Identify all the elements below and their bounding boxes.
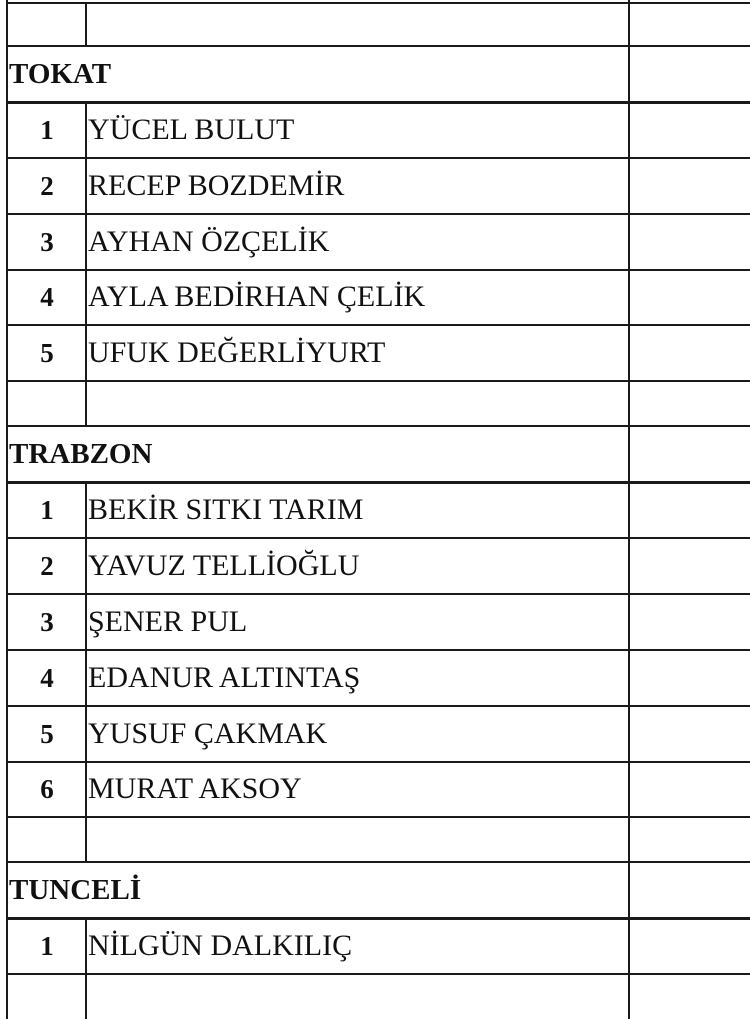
member-name: AYHAN ÖZÇELİK xyxy=(88,225,330,258)
member-number: 1 xyxy=(40,115,54,145)
member-name: RECEP BOZDEMİR xyxy=(88,169,345,202)
province-name: TRABZON xyxy=(9,438,153,470)
member-name: BEKİR SITKI TARIM xyxy=(88,493,364,526)
row-divider xyxy=(6,2,750,4)
member-number: 2 xyxy=(40,551,54,581)
province-name: TOKAT xyxy=(9,58,112,90)
member-name: YAVUZ TELLİOĞLU xyxy=(88,549,360,582)
member-name: UFUK DEĞERLİYURT xyxy=(88,336,386,369)
province-row-trabzon xyxy=(0,426,750,482)
province-row-tunceli xyxy=(0,862,750,918)
table-row xyxy=(0,707,750,761)
member-number: 5 xyxy=(40,719,54,749)
empty-row xyxy=(0,818,750,862)
table-row xyxy=(0,103,750,157)
table-row xyxy=(0,539,750,593)
member-name: YUSUF ÇAKMAK xyxy=(88,717,328,750)
member-name: ŞENER PUL xyxy=(88,605,248,638)
table-row xyxy=(0,326,750,380)
member-number: 6 xyxy=(40,774,54,804)
member-number: 2 xyxy=(40,171,54,201)
table-row xyxy=(0,215,750,269)
table-row xyxy=(0,762,750,816)
member-name: NİLGÜN DALKILIÇ xyxy=(88,929,353,962)
member-number: 1 xyxy=(40,931,54,961)
table-row xyxy=(0,595,750,649)
member-number: 4 xyxy=(40,282,54,312)
member-name: AYLA BEDİRHAN ÇELİK xyxy=(88,280,426,313)
empty-row xyxy=(0,975,750,1019)
province-row-tokat xyxy=(0,46,750,102)
member-name: MURAT AKSOY xyxy=(88,772,302,805)
table-row xyxy=(0,483,750,537)
member-number: 1 xyxy=(40,495,54,525)
member-name: YÜCEL BULUT xyxy=(88,113,295,146)
province-name: TUNCELİ xyxy=(9,874,142,906)
member-number: 5 xyxy=(40,338,54,368)
member-number: 3 xyxy=(40,227,54,257)
table-row xyxy=(0,270,750,324)
number-column-divider xyxy=(85,2,87,47)
empty-row xyxy=(0,382,750,426)
member-number: 3 xyxy=(40,607,54,637)
member-name: EDANUR ALTINTAŞ xyxy=(88,661,361,694)
table-row xyxy=(0,159,750,213)
member-number: 4 xyxy=(40,663,54,693)
table-row xyxy=(0,651,750,705)
table-row xyxy=(0,919,750,973)
